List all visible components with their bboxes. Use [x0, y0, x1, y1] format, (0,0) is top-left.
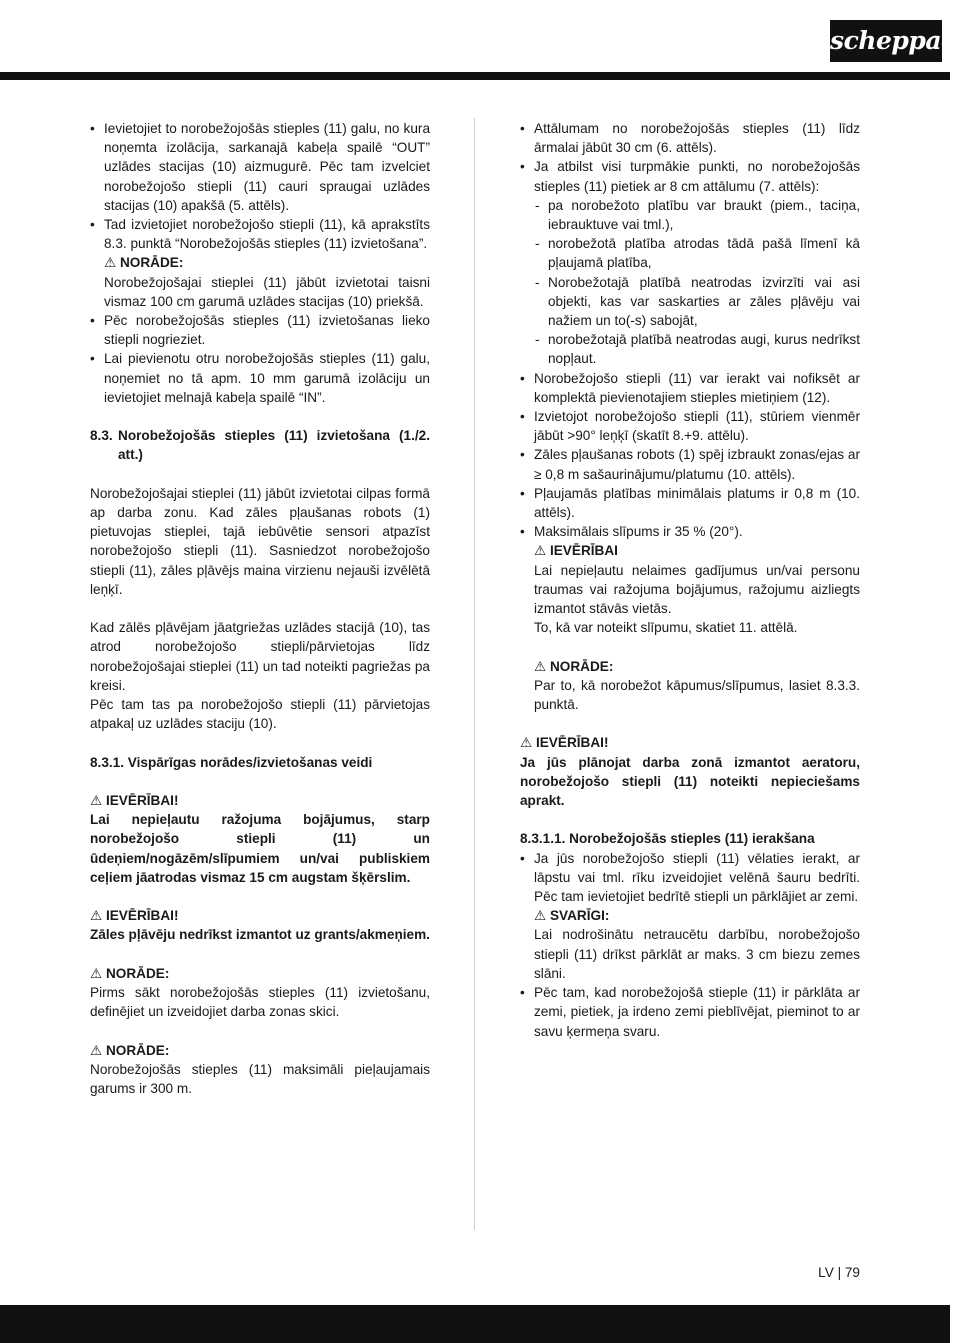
note-text: Norobežojošajai stieplei (11) jābūt izvietotai taisni vismaz 100 cm garumā uzlādes stacijas (10) priekšā. [104, 274, 430, 309]
bullet-list [520, 983, 860, 1041]
page-number: LV | 79 [818, 1265, 860, 1280]
left-column [90, 119, 430, 1098]
paragraph: Kad zālēs pļāvējam jāatgriežas uzlādes stacijā (10), tas atrod norobežojošo stiepli/pārvietojas līdz norobežojošajai stieplei (11) un tad noteikti pagriežas pa kreisi. [90, 620, 430, 693]
note-title: ⚠ NORĀDE: [104, 255, 184, 271]
list-item: • Maksimālais slīpums ir 35 % (20°). [520, 522, 860, 541]
header-rule [0, 72, 950, 80]
bullet-list [90, 119, 430, 253]
bullet-list [520, 119, 860, 541]
caution-title: ⚠ IEVĒRĪBAI! [90, 908, 179, 924]
list-item [520, 157, 860, 368]
caution-title: ⚠ IEVĒRĪBAI! [520, 735, 609, 751]
caution-title: ⚠ IEVĒRĪBAI [534, 543, 618, 559]
list-item: • Tad izvietojiet norobežojošo stiepli (11), kā aprakstīts 8.3. punktā “Norobežojošās stieples (11) izvietošana”. [90, 215, 430, 253]
caution-block [520, 541, 860, 714]
dash-item: - norobežotā platība atrodas tādā pašā līmenī kā pļaujamā platība, [534, 234, 860, 272]
paragraph: Norobežojošajai stieplei (11) jābūt izvietotai cilpas formā ap darba zonu. Kad zāles pļaušanas robots (1) pietuvojas stieplei, tajā iebūvētie sensori atpazīst norobežojošo stiepli (11). Sasniedzot norobežojošo stiepli (11), zāles pļāvējs maina virzienu nejauši izvēlētā leņķī. [90, 485, 430, 597]
note-block [90, 253, 430, 311]
caution-text: Lai nepieļautu nelaimes gadījumus un/vai personu traumas vai ražojuma bojājumus, ražojumu aizliegts izmantot stāvās vietās. [534, 562, 860, 617]
note-title: ⚠ NORĀDE: [534, 658, 614, 674]
paragraph: Pēc tam tas pa norobežojošo stiepli (11) pārvietojas atpakaļ uz uzlādes staciju (10). [90, 697, 430, 732]
right-column [520, 119, 860, 1041]
section-heading-8-3 [90, 426, 430, 464]
dash-item: - pa norobežoto platību var braukt (piem., taciņa, iebrauktuve vai tml.), [534, 196, 860, 234]
dash-list [534, 196, 860, 369]
dash-item: - norobežotajā platībā neatrodas augi, kurus nedrīkst nopļaut. [534, 330, 860, 368]
important-block [520, 906, 860, 983]
list-item: • Zāles pļaušanas robots (1) spēj izbraukt zonas/ejas ar ≥ 0,8 m sašaurinājumu/platumu (10. attēls). [520, 445, 860, 483]
caution-text: Zāles pļāvēju nedrīkst izmantot uz grants/akmeņiem. [90, 927, 430, 943]
caution-text: To, kā var noteikt slīpumu, skatiet 11. attēlā. [534, 620, 798, 636]
caution-text: Lai nepieļautu ražojuma bojājumus, starp norobežojošo stiepli (11) un ūdeņiem/nogāzēm/slīpumiem un/vai publiskiem ceļiem jāatrodas vismaz 15 cm augstam šķērslim. [90, 812, 430, 885]
list-item: • Attālumam no norobežojošās stieples (11) līdz ārmalai jābūt 30 cm (6. attēls). [520, 119, 860, 157]
important-text: Lai nodrošinātu netraucētu darbību, norobežojošo stiepli (11) drīkst pārklāt ar maks. 3 cm biezu zemes slāni. [534, 927, 860, 981]
list-item: • Lai pievienotu otru norobežojošās stieples (11) galu, noņemiet no tā apm. 10 mm garumā izolāciju un ievietojiet melnajā kabeļa spailē “IN”. [90, 349, 430, 407]
important-title: ⚠ SVARĪGI: [534, 908, 610, 924]
section-heading-8-3-1: 8.3.1. Vispārīgas norādes/izvietošanas veidi [90, 754, 373, 770]
bullet-list [90, 311, 430, 407]
bullet-list [520, 849, 860, 907]
list-item: • Ievietojiet to norobežojošās stieples (11) galu, no kura noņemta izolācija, sarkanajā kabeļa spailē “OUT” uzlādes stacijas (10) aizmugurē. Pēc tam izvelciet norobežojošo stiepli (11) cauri spraugai uzlādes stacijas (10) apakšā (5. attēls). [90, 119, 430, 215]
list-item: • Pēc tam, kad norobežojošā stieple (11) ir pārklāta ar zemi, pietiek, ja irdeno zemi pieblīvējat, pieminot to ar savu ķermeņa svaru. [520, 983, 860, 1041]
footer-bar [0, 1305, 950, 1343]
heading-text: Norobežojošās stieples (11) izvietošana (1./2. att.) [118, 428, 430, 463]
note-text: Pirms sākt norobežojošās stieples (11) izvietošanu, definējiet un izveidojiet darba zonas skici. [90, 985, 430, 1020]
caution-text: Ja jūs plānojat darba zonā izmantot aeratoru, norobežojošo stiepli (11) noteikti nepieciešams aprakt. [520, 754, 860, 809]
column-divider [474, 118, 475, 1230]
note-text: Norobežojošās stieples (11) maksimāli pieļaujamais garums ir 300 m. [90, 1061, 430, 1097]
note-title: ⚠ NORĀDE: [90, 965, 170, 981]
heading-number: 8.3. [90, 428, 113, 444]
list-item: • Pļaujamās platības minimālais platums ir 0,8 m (10. attēls). [520, 484, 860, 522]
caution-title: ⚠ IEVĒRĪBAI! [90, 793, 179, 809]
list-item-text: Ja atbilst visi turpmākie punkti, no norobežojošās stieples (11) pietiek ar 8 cm attālumu (7. attēls): [534, 159, 860, 194]
section-heading-8-3-1-1: 8.3.1.1. Norobežojošās stieples (11) ierakšana [520, 831, 815, 847]
scheppach-logo: scheppach [830, 20, 942, 62]
note-title: ⚠ NORĀDE: [90, 1042, 170, 1058]
note-text: Par to, kā norobežot kāpumus/slīpumus, lasiet 8.3.3. punktā. [534, 677, 860, 713]
list-item: • Ja jūs norobežojošo stiepli (11) vēlaties ierakt, ar lāpstu vai tml. rīku izveidojiet velēnā šauru bedrīti. Pēc tam ievietojiet bedrītē stiepli un pārklājiet ar zemi. [520, 849, 860, 907]
dash-item: - Norobežotajā platībā neatrodas izvirzīti vai asi objekti, kas var saskarties ar zāles pļāvēju vai nažiem un to(-s) sabojāt, [534, 273, 860, 331]
list-item: • Izvietojot norobežojošo stiepli (11), stūriem vienmēr jābūt >90° leņķī (skatīt 8.+9. attēlu). [520, 407, 860, 445]
list-item: • Pēc norobežojošās stieples (11) izvietošanas lieko stiepli nogrieziet. [90, 311, 430, 349]
list-item: • Norobežojošo stiepli (11) var ierakt vai nofiksēt ar komplektā pievienotajiem stieples mietiņiem (12). [520, 369, 860, 407]
